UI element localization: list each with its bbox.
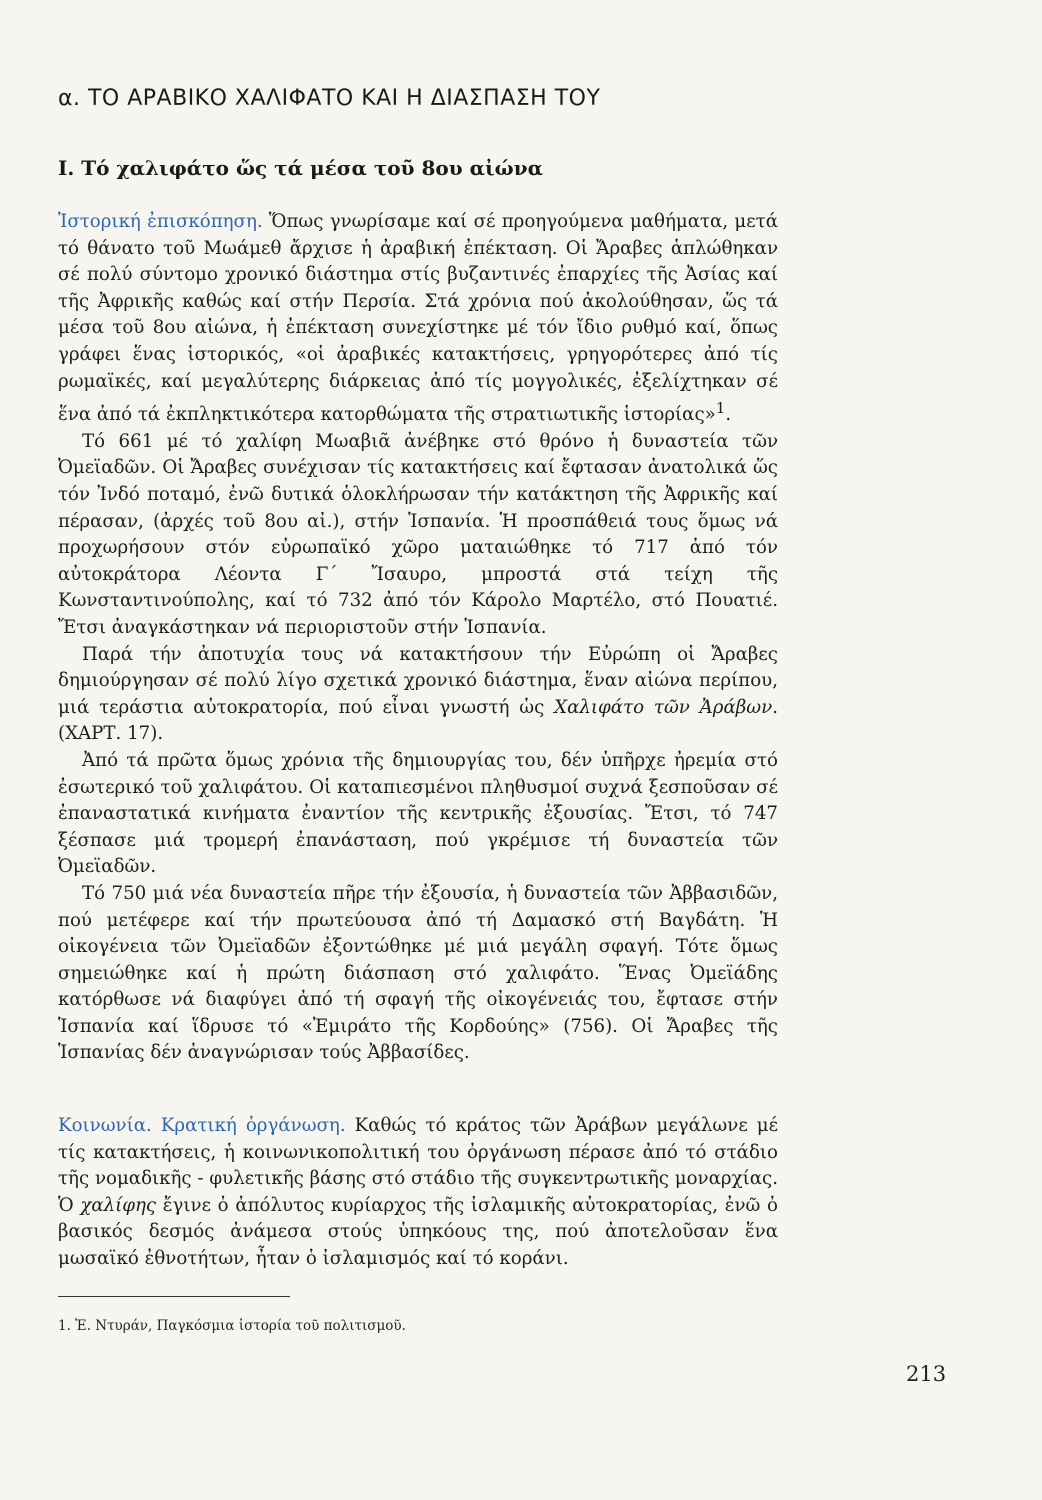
paragraph-text-end: . [725,404,732,426]
paragraph-text: Καθώς τό κράτος τῶν Ἀράβων μεγάλωνε μέ τίς κατακτήσεις, ἡ κοινωνικοπολιτική του ὀργάνωση πέρασε ἀπό τό στάδιο τῆς νομαδικῆς - φυλετικῆς βάσης στό στάδιο τῆς συγκεντρωτικῆς μοναρχίας. Ὁ [58,1115,778,1216]
paragraph-historical-overview [58,209,778,429]
paragraph-abbasids: Τό 750 μιά νέα δυναστεία πῆρε τήν ἐξουσία, ἡ δυναστεία τῶν Ἀββασιδῶν, πού μετέφερε καί τήν πρωτεύουσα ἀπό τή Δαμασκό στή Βαγδάτη. Ἡ οἰκογένεια τῶν Ὀμεϊαδῶν ἐξοντώθηκε μέ μιά μεγάλη σφαγή. Τότε ὅμως σημειώθηκε καί ἡ πρώτη διάσπαση στό χαλιφάτο. Ἕνας Ὀμεϊάδης κατόρθωσε νά διαφύγει ἀπό τή σφαγή τῆς οἰκογένειάς του, ἔφτασε στήν Ἱσπανία καί ἵδρυσε τό «Ἐμιράτο τῆς Κορδούης» (756). Οἱ Ἄραβες τῆς Ἱσπανίας δέν ἀναγνώρισαν τούς Ἀββασίδες. [58,882,778,1064]
italic-term: χαλίφης [80,1194,157,1216]
paragraph-internal-unrest: Ἀπό τά πρῶτα ὅμως χρόνια τῆς δημιουργίας του, δέν ὑπῆρχε ἠρεμία στό ἐσωτερικό τοῦ χαλιφάτου. Οἱ καταπιεσμένοι πληθυσμοί συχνά ξεσποῦσαν σέ ἐπαναστατικά κινήματα ἐναντίον τῆς κεντρικῆς ἐξουσίας. Ἔτσι, τό 747 ξέσπασε μιά τρομερή ἐπανάσταση, πού γκρέμισε τή δυναστεία τῶν Ὀμεϊαδῶν. [58,749,778,878]
section-title: Ι. Τό χαλιφάτο ὥς τά μέσα τοῦ 8ου αἰώνα [58,156,543,180]
italic-term: Χαλιφάτο τῶν Ἀράβων [554,696,773,718]
paragraph-text-end: ἔγινε ὁ ἀπόλυτος κυρίαρχος τῆς ἰσλαμικῆς αὐτοκρατορίας, ἐνῶ ὁ βασικός δεσμός ἀνάμεσα στούς ὑπηκόους της, πού ἀποτελοῦσαν ἕνα μωσαϊκό ἐθνοτήτων, ἦταν ὁ ἰσλαμισμός καί τό κοράνι. [58,1194,778,1269]
paragraph-text: Ὅπως γνωρίσαμε καί σέ προηγούμενα μαθήματα, μετά τό θάνατο τοῦ Μωάμεθ ἄρχισε ἡ ἀραβική ἐπέκταση. Οἱ Ἄραβες ἁπλώθηκαν σέ πολύ σύντομο χρονικό διάστημα στίς βυζαντινές ἐπαρχίες τῆς Ἀσίας καί τῆς Ἀφρικῆς καθώς καί στήν Περσία. Στά χρόνια πού ἀκολούθησαν, ὥς τά μέσα τοῦ 8ου αἰώνα, ἡ ἐπέκταση συνεχίστηκε μέ τόν ἴδιο ρυθμό καί, ὅπως γράφει ἕνας ἱστορικός, «οἱ ἀραβικές κατακτήσεις, γρηγορότερες ἀπό τίς ρωμαϊκές, καί μεγαλύτερης διάρκειας ἀπό τίς μογγολικές, ἐξελίχτηκαν σέ ἕνα ἀπό τά ἐκπληκτικότερα κατορθώματα τῆς στρατιωτικῆς ἱστορίας» [58,211,778,426]
paragraph-caliphate [58,642,778,748]
paragraph-omayyads: Τό 661 μέ τό χαλίφη Μωαβιᾶ ἀνέβηκε στό θρόνο ἡ δυναστεία τῶν Ὀμεϊαδῶν. Οἱ Ἄραβες συνέχισαν τίς κατακτήσεις καί ἔφτασαν ἀνατολικά ὥς τόν Ἰνδό ποταμό, ἐνῶ δυτικά ὁλοκλήρωσαν τήν κατάκτηση τῆς Ἀφρικῆς καί πέρασαν, (ἀρχές τοῦ 8ου αἰ.), στήν Ἱσπανία. Ἡ προσπάθειά τους ὅμως νά προχωρήσουν στόν εὐρωπαϊκό χῶρο ματαιώθηκε τό 717 ἀπό τόν αὐτοκράτορα Λέοντα Γ΄ Ἴσαυρο, μπροστά στά τείχη τῆς Κωνσταντινούπολης, καί τό 732 ἀπό τόν Κάρολο Μαρτέλο, στό Πουατιέ. Ἔτσι ἀναγκάστηκαν νά περιοριστοῦν στήν Ἱσπανία. [58,430,778,638]
footnote-divider [58,1296,290,1297]
paragraph-lead-heading: Ἱστορική ἐπισκόπηση. [58,211,263,232]
footnote: 1. Ἐ. Ντυράν, Παγκόσμια ἱστορία τοῦ πολιτισμοῦ. [58,1318,406,1334]
chapter-title: α. ΤΟ ΑΡΑΒΙΚΟ ΧΑΛΙΦΑΤΟ ΚΑΙ Η ΔΙΑΣΠΑΣΗ ΤΟΥ [58,86,601,111]
paragraph-lead-heading: Κοινωνία. Κρατική ὀργάνωση. [58,1115,346,1136]
paragraph-society [58,1113,778,1273]
society-text-block [58,1113,778,1273]
paragraph-text: Παρά τήν ἀποτυχία τους νά κατακτήσουν τήν Εὐρώπη οἱ Ἄραβες δημιούργησαν σέ πολύ λίγο σχετικά χρονικό διάστημα, ἕναν αἰώνα περίπου, μιά τεράστια αὐτοκρατορία, πού εἶναι γνωστή ὡς [58,643,778,718]
page-number: 213 [906,1362,947,1386]
main-text-block [58,209,778,1067]
footnote-reference: 1 [715,399,726,418]
paragraph-text-end: . (ΧΑΡΤ. 17). [58,696,778,745]
